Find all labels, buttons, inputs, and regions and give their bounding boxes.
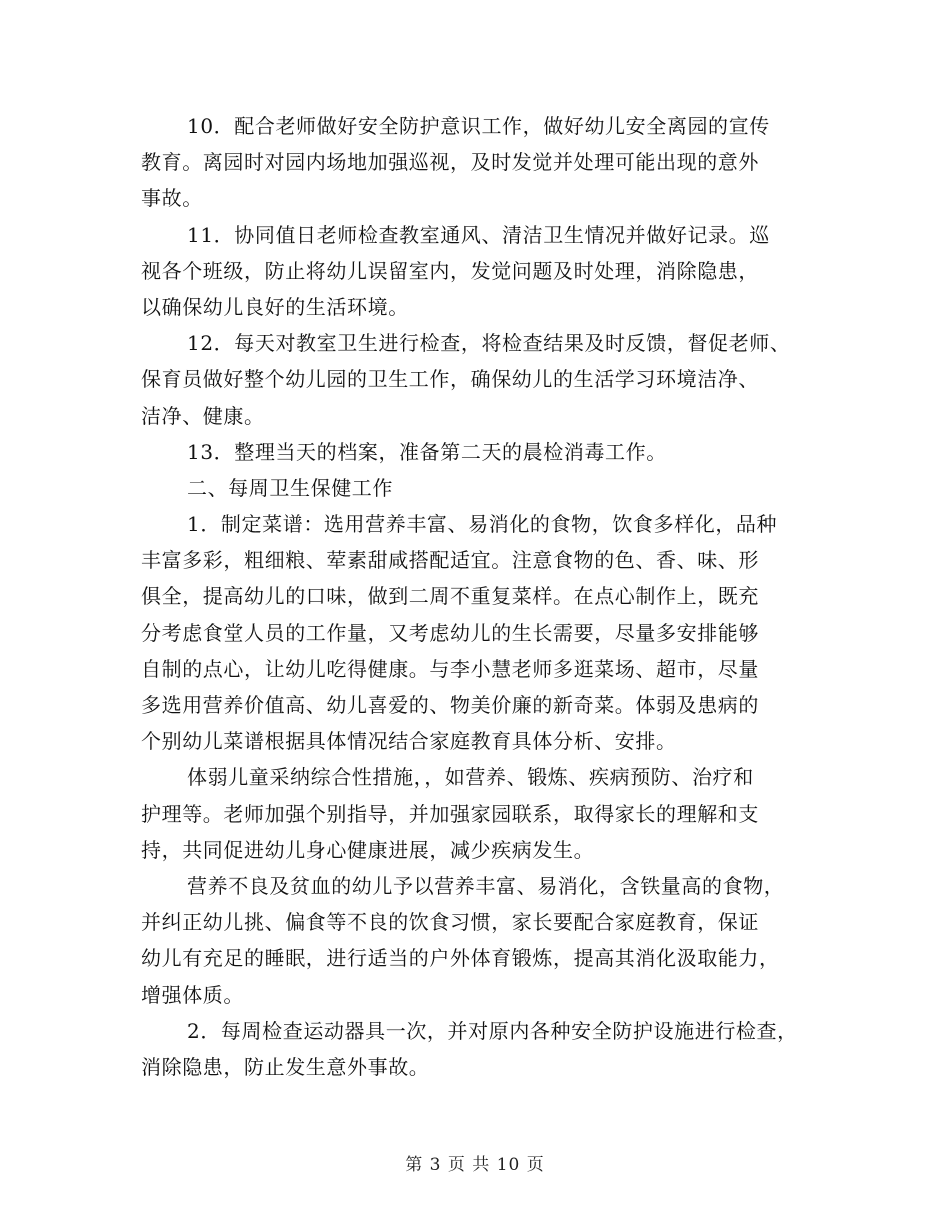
text-line: 2．每周检查运动器具一次，并对原内各种安全防护设施进行检查，: [187, 1018, 798, 1043]
text-line: 持，共同促进幼儿身心健康进展，减少疾病发生。: [141, 837, 595, 862]
text-line: 护理等。老师加强个别指导，并加强家园联系，取得家长的理解和支: [141, 801, 759, 826]
text-line: 1．制定菜谱：选用营养丰富、易消化的食物，饮食多样化，品种: [187, 512, 778, 537]
text-line: 10．配合老师做好安全防护意识工作，做好幼儿安全离园的宣传: [187, 114, 770, 138]
text-line: 以确保幼儿良好的生活环境。: [141, 294, 409, 319]
page-footer: 第 3 页 共 10 页: [405, 1155, 545, 1175]
text-line: 并纠正幼儿挑、偏食等不良的饮食习惯，家长要配合家庭教育，保证: [141, 910, 759, 935]
text-line: 丰富多彩，粗细粮、荤素甜咸搭配适宜。注意食物的色、香、味、形: [141, 548, 759, 573]
text-line: 体弱儿童采纳综合性措施，，如营养、锻炼、疾病预防、治疗和: [187, 765, 754, 790]
text-line: 俱全，提高幼儿的口味，做到二周不重复菜样。在点心制作上，既充: [141, 584, 759, 609]
text-line: 11．协同值日老师检查教室通风、清洁卫生情况并做好记录。巡: [187, 222, 770, 247]
text-line: 视各个班级，防止将幼儿误留室内，发觉问题及时处理，消除隐患，: [141, 258, 759, 283]
text-line: 幼儿有充足的睡眠，进行适当的户外体育锻炼，提高其消化汲取能力，: [141, 946, 780, 971]
text-line: 分考虑食堂人员的工作量，又考虑幼儿的生长需要，尽量多安排能够: [141, 620, 759, 645]
document-body: [141, 108, 821, 1085]
text-line: 洁净、健康。: [141, 403, 265, 428]
section-heading: 二、每周卫生保健工作: [187, 475, 393, 500]
text-line: 保育员做好整个幼儿园的卫生工作，确保幼儿的生活学习环境洁净、: [141, 367, 759, 392]
text-line: 12．每天对教室卫生进行检查，将检查结果及时反馈，督促老师、: [187, 331, 791, 356]
text-line: 教育。离园时对园内场地加强巡视，及时发觉并处理可能出现的意外: [141, 150, 759, 175]
text-line: 增强体质。: [141, 982, 244, 1007]
text-line: 13．整理当天的档案，准备第二天的晨检消毒工作。: [187, 439, 667, 464]
text-line: 自制的点心，让幼儿吃得健康。与李小慧老师多逛菜场、超市，尽量: [141, 656, 759, 681]
text-line: 营养不良及贫血的幼儿予以营养丰富、易消化，含铁量高的食物，: [187, 873, 785, 898]
text-line: 多选用营养价值高、幼儿喜爱的、物美价廉的新奇菜。体弱及患病的: [141, 693, 759, 717]
text-line: 个别幼儿菜谱根据具体情况结合家庭教育具体分析、安排。: [141, 729, 677, 754]
text-line: 消除隐患，防止发生意外事故。: [141, 1054, 430, 1079]
text-line: 事故。: [141, 186, 203, 211]
